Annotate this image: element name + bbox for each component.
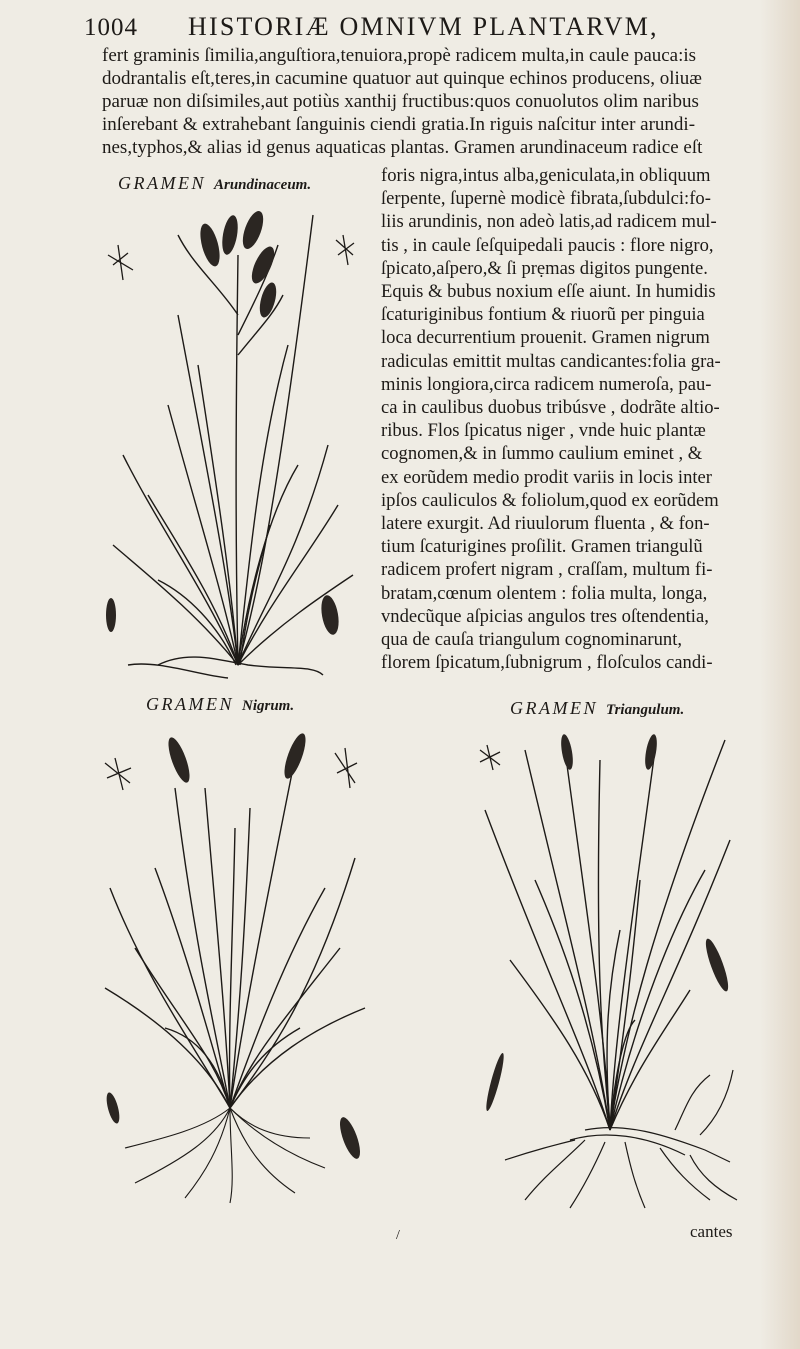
- caption-nigrum: [146, 694, 294, 715]
- text-line: foris nigra,intus alba,geniculata,in obliquum: [381, 165, 711, 186]
- caption-genus: GRAMEN: [118, 173, 206, 193]
- text-line: ſpicato,aſpero,& ſi prẹmas digitos pungente.: [381, 257, 708, 279]
- text-line: ribus. Flos ſpicatus niger , vnde huic plantæ: [381, 420, 706, 442]
- caption-arundinaceum: [118, 173, 311, 194]
- caption-species: Arundinaceum.: [213, 177, 312, 193]
- gramen-arundinaceum-illustration: [98, 195, 363, 685]
- caption-genus: GRAMEN: [146, 694, 234, 714]
- gramen-triangulum-illustration: [475, 730, 750, 1210]
- text-line: Equis & bubus noxium eſſe aiunt. In humidis: [381, 281, 716, 303]
- text-line: radicem profert nigram , craſſam, multum fi-: [381, 559, 713, 581]
- text-line: bratam,cœnum olentem : folia multa, longa,: [381, 582, 708, 604]
- caption-triangulum: [510, 698, 684, 719]
- signature-mark: /: [396, 1228, 400, 1243]
- text-line: inſerebant & extrahebant ſanguinis ciendi gratia.In riguis naſcitur inter arundi-: [102, 114, 696, 135]
- text-line: vndecũque aſpicias angulos tres oſtendentia,: [381, 605, 709, 627]
- page-number: 1004: [84, 14, 138, 41]
- text-line: latere exurgit. Ad riuulorum fluenta , & fon-: [381, 513, 710, 535]
- text-line: ipſos cauliculos & foliolum,quod ex eorũdem: [381, 489, 719, 511]
- catchword: cantes: [690, 1222, 733, 1241]
- text-line: tium ſcaturigines proſilit. Gramen triangulũ: [381, 536, 703, 558]
- text-line: minis longiora,circa radicem numeroſa, pau-: [381, 373, 712, 395]
- text-line: cognomen,& in ſummo caulium eminet , &: [381, 443, 703, 465]
- text-line: ex eorũdem medio prodit variis in locis inter: [381, 466, 712, 488]
- gramen-nigrum-illustration: [95, 728, 375, 1208]
- text-line: qua de cauſa triangulum cognominarunt,: [381, 629, 683, 651]
- text-line: paruæ non diſsimiles,aut potiùs xanthij fructibus:quos conuolutos olim naribus: [102, 91, 699, 112]
- text-line: radiculas emittit multas candicantes:folia gra-: [381, 350, 721, 372]
- text-line: tis , in caule ſeſquipedali paucis : flore nigro,: [381, 234, 714, 256]
- text-line: nes,typhos,& alias id genus aquaticas plantas. Gramen arundinaceum radice eſt: [102, 137, 703, 158]
- right-column-text: [381, 164, 781, 674]
- text-line: liis arundinis, non adeò latis,ad radicem mul-: [381, 211, 717, 233]
- caption-species: Nigrum.: [241, 698, 295, 714]
- running-header: [84, 10, 774, 44]
- text-line: loca decurrentium prouenit. Gramen nigrum: [381, 327, 710, 349]
- text-line: florem ſpicatum,ſubnigrum , floſculos candi-: [381, 652, 713, 674]
- text-line: ſerpente, ſupernè modicè fibrata,ſubdulci:fo-: [381, 188, 711, 210]
- caption-genus: GRAMEN: [510, 698, 598, 718]
- running-title: HISTORIÆ OMNIVM PLANTARVM,: [188, 12, 659, 41]
- text-line: ſcaturiginibus fontium & riuorũ per pinguia: [381, 304, 705, 326]
- intro-paragraph: [102, 44, 762, 159]
- text-line: fert graminis ſimilia,anguſtiora,tenuiora,propè radicem multa,in caule pauca:is: [102, 45, 697, 66]
- text-line: ca in caulibus duobus tribúsve , dodrãte altio-: [381, 397, 720, 419]
- caption-species: Triangulum.: [605, 702, 685, 718]
- text-line: dodrantalis eſt,teres,in cacumine quatuor aut quinque echinos producens, oliuæ: [102, 68, 702, 89]
